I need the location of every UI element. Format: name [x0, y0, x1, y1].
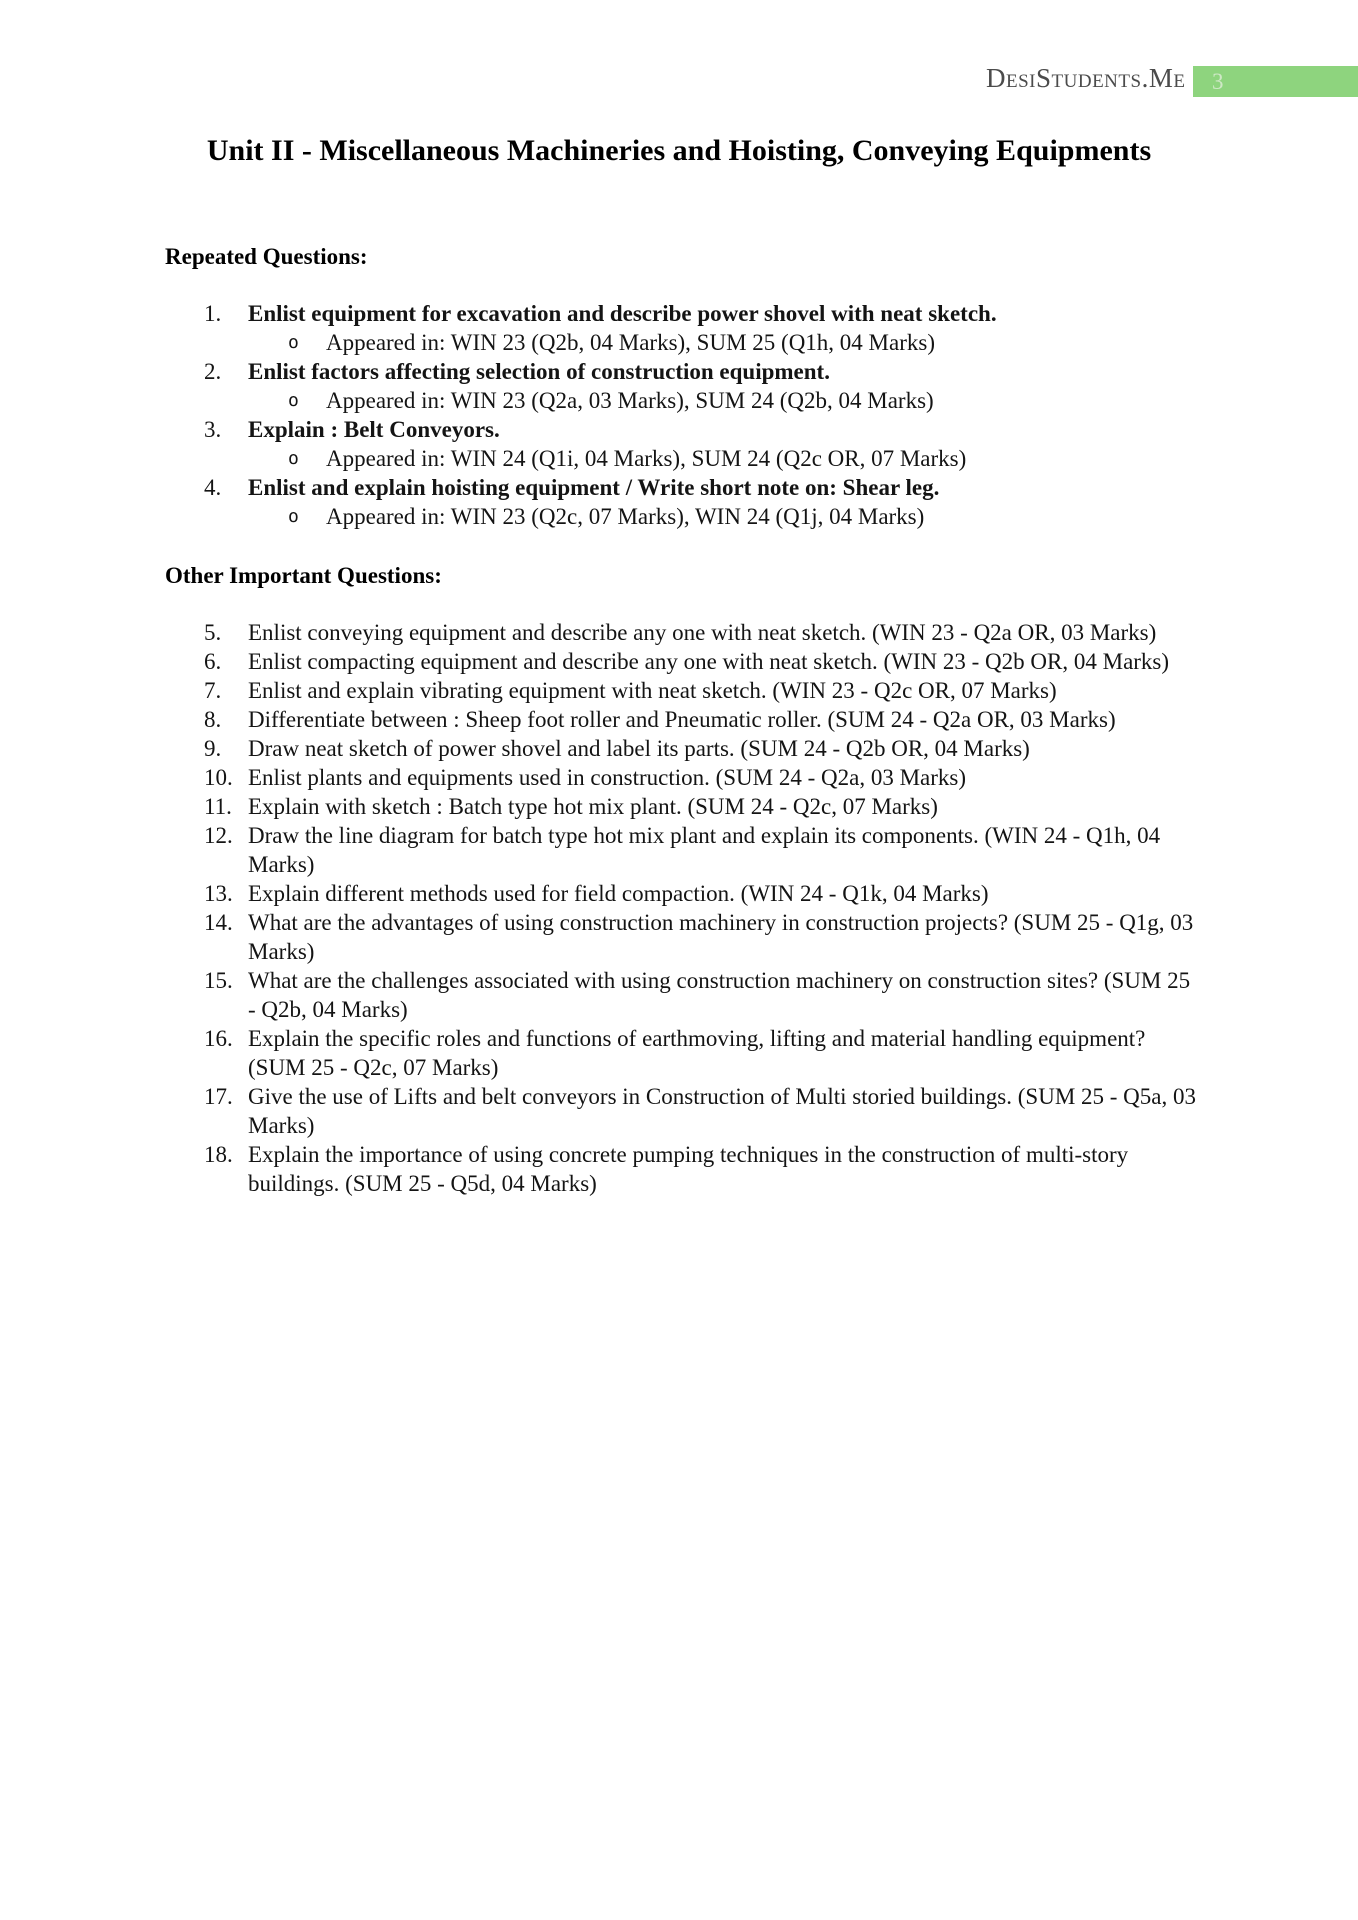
- list-item: [204, 792, 1200, 821]
- list-item: [204, 1140, 1200, 1198]
- page-number-badge: [1193, 66, 1358, 97]
- item-number: 18.: [204, 1142, 233, 1167]
- item-question: Explain : Belt Conveyors.: [248, 417, 500, 442]
- item-number: 6.: [204, 649, 222, 674]
- list-item: [204, 473, 1200, 531]
- list-item: [204, 879, 1200, 908]
- list-item: [204, 908, 1200, 966]
- list-item: [204, 734, 1200, 763]
- list-item: [204, 357, 1200, 415]
- item-question: Enlist factors affecting selection of construction equipment.: [248, 359, 830, 384]
- item-number: 10.: [204, 765, 233, 790]
- appeared-row: [288, 444, 1200, 473]
- circle-bullet-icon: o: [288, 390, 299, 411]
- item-number: 14.: [204, 910, 233, 935]
- item-text: Explain with sketch : Batch type hot mix plant. (SUM 24 - Q2c, 07 Marks): [248, 794, 938, 819]
- item-text: Enlist compacting equipment and describe any one with neat sketch. (WIN 23 - Q2b OR, 04 Marks): [248, 649, 1170, 674]
- list-item: [204, 966, 1200, 1024]
- list-item: [204, 415, 1200, 473]
- item-number: 7.: [204, 678, 222, 703]
- list-item: [204, 705, 1200, 734]
- item-text: Explain the importance of using concrete pumping techniques in the construction of multi-story buildings. (SUM 25 - Q5d, 04 Marks): [248, 1142, 1129, 1196]
- item-question: Enlist equipment for excavation and describe power shovel with neat sketch.: [248, 301, 997, 326]
- item-number: 17.: [204, 1084, 233, 1109]
- item-text: What are the challenges associated with using construction machinery on construction sites? (SUM 25 - Q2b, 04 Marks): [248, 968, 1191, 1022]
- section-heading-other: Other Important Questions:: [165, 563, 442, 588]
- item-text: Explain different methods used for field compaction. (WIN 24 - Q1k, 04 Marks): [248, 881, 989, 906]
- appeared-text: Appeared in: WIN 23 (Q2a, 03 Marks), SUM 24 (Q2b, 04 Marks): [326, 388, 934, 413]
- list-item: [204, 676, 1200, 705]
- appeared-text: Appeared in: WIN 24 (Q1i, 04 Marks), SUM 24 (Q2c OR, 07 Marks): [326, 446, 967, 471]
- item-text: Explain the specific roles and functions of earthmoving, lifting and material handling equipment? (SUM 25 - Q2c, 07 Marks): [248, 1026, 1146, 1080]
- circle-bullet-icon: o: [288, 506, 299, 527]
- appeared-row: [288, 502, 1200, 531]
- item-text: Differentiate between : Sheep foot roller and Pneumatic roller. (SUM 24 - Q2a OR, 03 Marks): [248, 707, 1116, 732]
- item-number: 5.: [204, 620, 222, 645]
- item-text: Enlist and explain vibrating equipment with neat sketch. (WIN 23 - Q2c OR, 07 Marks): [248, 678, 1057, 703]
- appeared-text: Appeared in: WIN 23 (Q2c, 07 Marks), WIN 24 (Q1j, 04 Marks): [326, 504, 925, 529]
- site-name: DesiStudents.Me: [986, 63, 1186, 93]
- list-item: [204, 1024, 1200, 1082]
- item-text: Draw the line diagram for batch type hot mix plant and explain its components. (WIN 24 - Q1h, 04 Marks): [248, 823, 1161, 877]
- item-text: Enlist conveying equipment and describe any one with neat sketch. (WIN 23 - Q2a OR, 03 Marks): [248, 620, 1157, 645]
- list-item: [204, 647, 1200, 676]
- item-number: 2.: [204, 359, 222, 384]
- appeared-text: Appeared in: WIN 23 (Q2b, 04 Marks), SUM 25 (Q1h, 04 Marks): [326, 330, 935, 355]
- section-heading-repeated: Repeated Questions:: [165, 244, 368, 269]
- list-item: [204, 299, 1200, 357]
- item-text: Enlist plants and equipments used in construction. (SUM 24 - Q2a, 03 Marks): [248, 765, 967, 790]
- appeared-row: [288, 328, 1200, 357]
- appeared-row: [288, 386, 1200, 415]
- page-title: Unit II - Miscellaneous Machineries and Hoisting, Conveying Equipments: [206, 134, 1152, 167]
- item-text: What are the advantages of using construction machinery in construction projects? (SUM 25 - Q1g, 03 Marks): [248, 910, 1194, 964]
- item-number: 13.: [204, 881, 233, 906]
- circle-bullet-icon: o: [288, 448, 299, 469]
- item-text: Draw neat sketch of power shovel and label its parts. (SUM 24 - Q2b OR, 04 Marks): [248, 736, 1030, 761]
- item-number: 16.: [204, 1026, 233, 1051]
- item-question: Enlist and explain hoisting equipment / Write short note on: Shear leg.: [248, 475, 940, 500]
- item-number: 8.: [204, 707, 222, 732]
- item-text: Give the use of Lifts and belt conveyors in Construction of Multi storied buildings. (SUM 25 - Q5a, 03 Marks): [248, 1084, 1196, 1138]
- item-number: 4.: [204, 475, 222, 500]
- item-number: 15.: [204, 968, 233, 993]
- question-list-repeated: [204, 299, 1200, 531]
- item-number: 9.: [204, 736, 222, 761]
- list-item: [204, 763, 1200, 792]
- item-number: 1.: [204, 301, 222, 326]
- list-item: [204, 1082, 1200, 1140]
- item-number: 3.: [204, 417, 222, 442]
- question-list-other: [204, 618, 1200, 1198]
- list-item: [204, 821, 1200, 879]
- item-number: 12.: [204, 823, 233, 848]
- page-number: 3: [1212, 69, 1224, 94]
- circle-bullet-icon: o: [288, 332, 299, 353]
- list-item: [204, 618, 1200, 647]
- item-number: 11.: [204, 794, 232, 819]
